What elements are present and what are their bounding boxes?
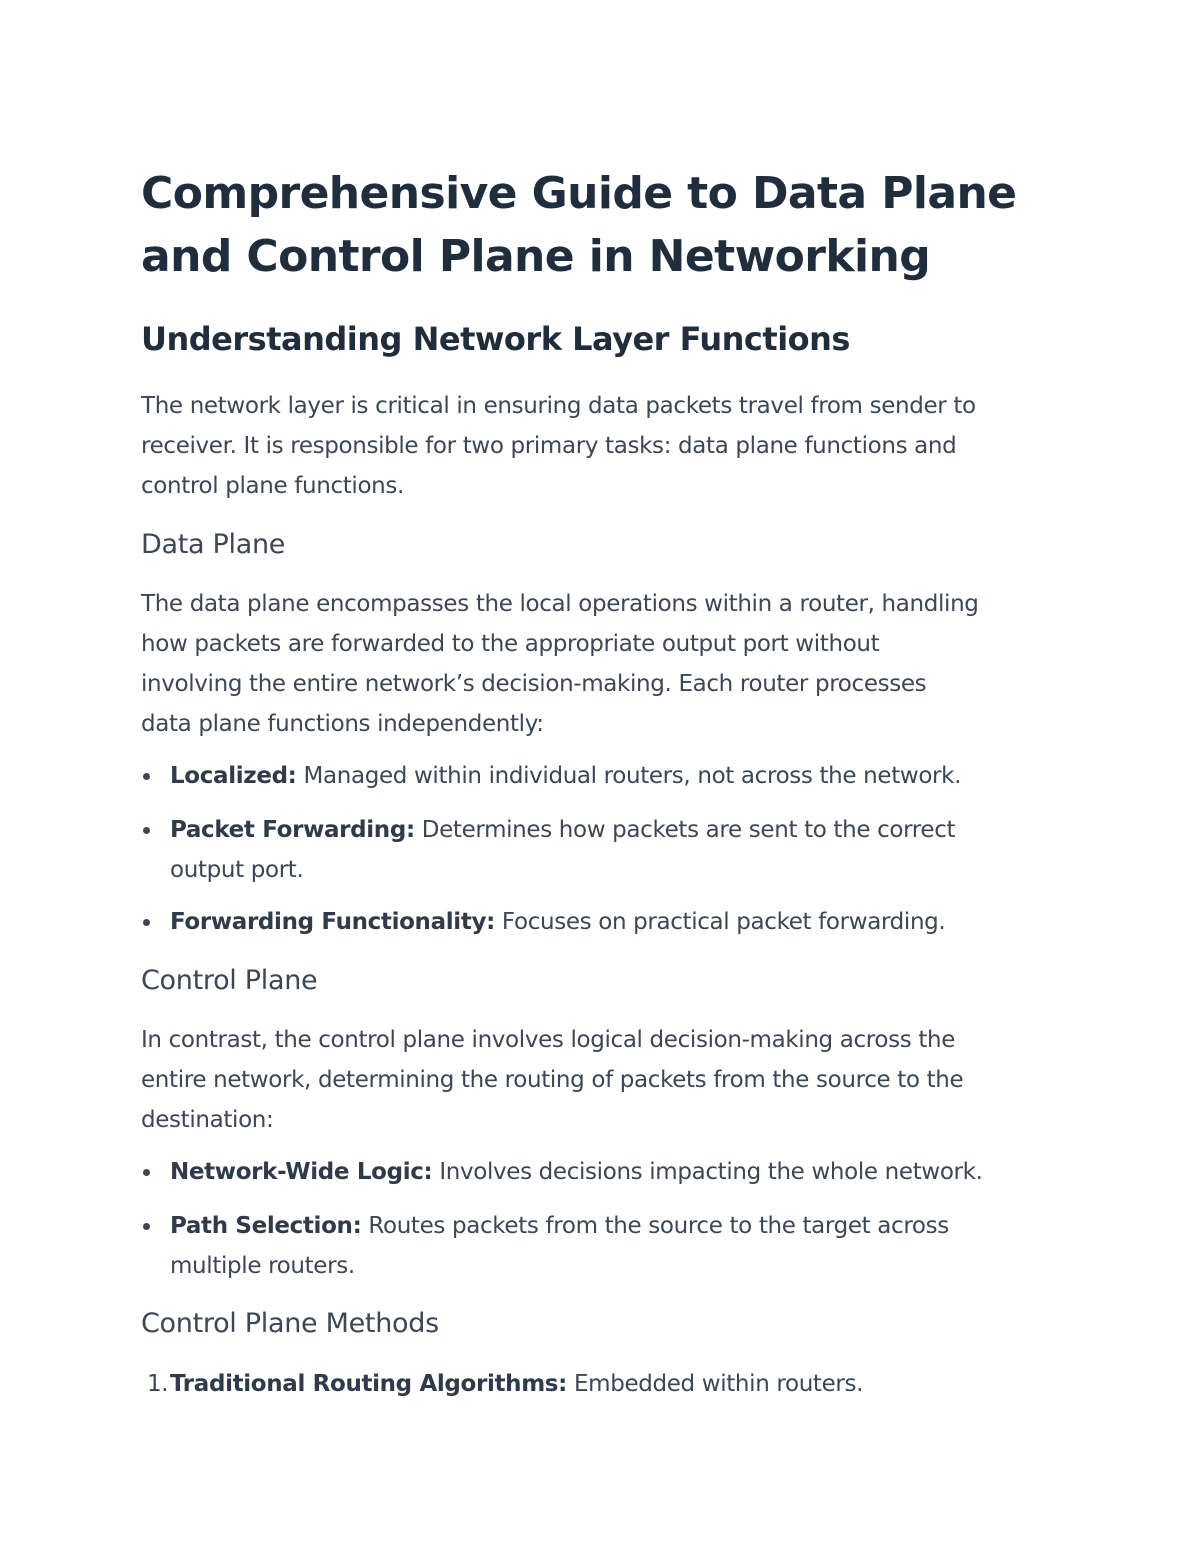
intro-line-3: control plane functions. — [141, 473, 405, 499]
data-plane-para-line-3: involving the entire network’s decision-making. Each router processes — [141, 671, 927, 697]
list-item-forwarding-functionality — [170, 906, 945, 938]
list-item-packet-forwarding — [170, 814, 955, 846]
data-plane-para-line-1: The data plane encompasses the local operations within a router, handling — [141, 591, 979, 617]
list-item-localized — [170, 760, 961, 792]
list-item-term: Localized: — [170, 763, 297, 789]
data-plane-para-line-2: how packets are forwarded to the appropriate output port without — [141, 631, 880, 657]
list-item-continuation: output port. — [170, 857, 304, 883]
list-item-term: Network-Wide Logic: — [170, 1159, 433, 1185]
data-plane-heading: Data Plane — [141, 529, 286, 560]
list-item-term: Path Selection: — [170, 1213, 362, 1239]
bullet-dot — [143, 1223, 150, 1230]
list-item-continuation: multiple routers. — [170, 1253, 355, 1279]
section-heading: Understanding Network Layer Functions — [141, 320, 850, 358]
control-plane-methods-heading: Control Plane Methods — [141, 1308, 439, 1339]
bullet-dot — [143, 773, 150, 780]
intro-line-2: receiver. It is responsible for two primary tasks: data plane functions and — [141, 433, 957, 459]
document-title-line-1: Comprehensive Guide to Data Plane — [141, 168, 1017, 219]
control-plane-heading: Control Plane — [141, 965, 318, 996]
list-item-text: Managed within individual routers, not across the network. — [296, 763, 962, 789]
bullet-dot — [143, 1169, 150, 1176]
list-item-text: Focuses on practical packet forwarding. — [494, 909, 946, 935]
list-item-text: Routes packets from the source to the target across — [361, 1213, 949, 1239]
control-plane-para-line-3: destination: — [141, 1107, 274, 1133]
list-item-path-selection — [170, 1210, 949, 1242]
control-plane-para-line-1: In contrast, the control plane involves logical decision-making across the — [141, 1027, 956, 1053]
list-item-term: Packet Forwarding: — [170, 817, 415, 843]
bullet-dot — [143, 919, 150, 926]
list-item-text: Embedded within routers. — [567, 1371, 864, 1397]
bullet-dot — [143, 827, 150, 834]
list-item-text: Involves decisions impacting the whole network. — [432, 1159, 983, 1185]
intro-line-1: The network layer is critical in ensuring data packets travel from sender to — [141, 393, 976, 419]
list-item-network-wide-logic — [170, 1156, 983, 1188]
list-item-term: Traditional Routing Algorithms: — [170, 1371, 567, 1397]
list-item-term: Forwarding Functionality: — [170, 909, 495, 935]
control-plane-para-line-2: entire network, determining the routing of packets from the source to the — [141, 1067, 964, 1093]
list-item-text: Determines how packets are sent to the correct — [414, 817, 956, 843]
document-title-line-2: and Control Plane in Networking — [141, 231, 931, 282]
list-item-traditional-routing — [170, 1368, 863, 1400]
list-item-number: 1. — [147, 1371, 169, 1397]
data-plane-para-line-4: data plane functions independently: — [141, 711, 544, 737]
